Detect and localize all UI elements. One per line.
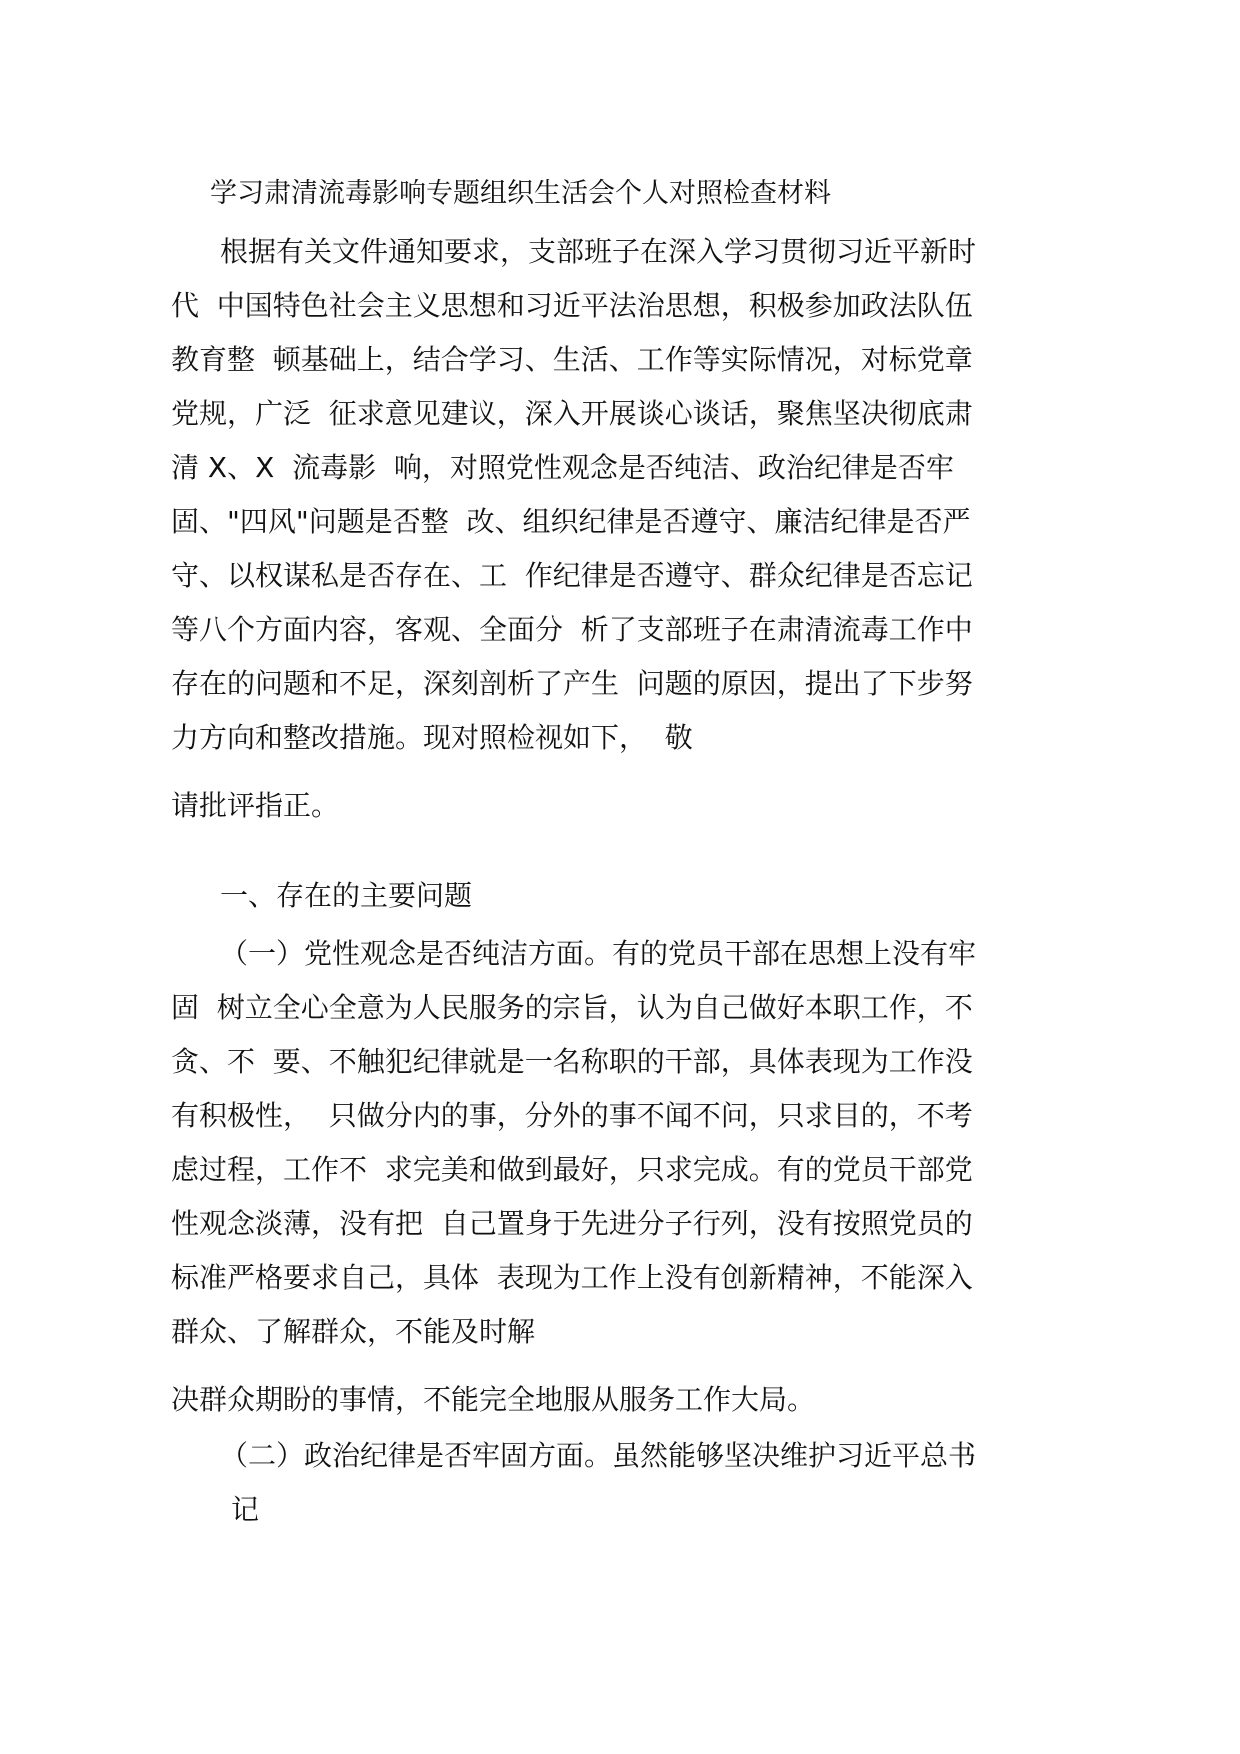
section-heading: 一、存在的主要问题 <box>220 879 473 912</box>
item1-line: 固 树立全心全意为人民服务的宗旨，认为自己做好本职工作，不 <box>171 991 973 1024</box>
intro-end-line: 请批评指正。 <box>171 789 340 822</box>
intro-line: 守、以权谋私是否存在、工 作纪律是否遵守、群众纪律是否忘记 <box>171 559 973 592</box>
item1-line: 虑过程，工作不 求完美和做到最好，只求完成。有的党员干部党 <box>171 1153 973 1186</box>
item1-line: 群众、了解群众，不能及时解 <box>171 1315 536 1348</box>
item1-line: 性观念淡薄，没有把 自己置身于先进分子行列，没有按照党员的 <box>171 1207 973 1240</box>
item2-line: （二）政治纪律是否牢固方面。虽然能够坚决维护习近平总书 <box>220 1439 977 1472</box>
item1-line: 贪、不 要、不触犯纪律就是一名称职的干部，具体表现为工作没 <box>171 1045 973 1078</box>
intro-line: 固、"四风"问题是否整 改、组织纪律是否遵守、廉洁纪律是否严 <box>171 505 971 538</box>
document-title: 学习肃清流毒影响专题组织生活会个人对照检查材料 <box>210 178 831 209</box>
item1-line: （一）党性观念是否纯洁方面。有的党员干部在思想上没有牢 <box>220 937 977 970</box>
item1-end-line: 决群众期盼的事情，不能完全地服从服务工作大局。 <box>171 1383 816 1416</box>
intro-line: 等八个方面内容，客观、全面分 析了支部班子在肃清流毒工作中 <box>171 613 973 646</box>
intro-line: 清 X、X 流毒影 响，对照党性观念是否纯洁、政治纪律是否牢 <box>171 451 954 484</box>
intro-line: 根据有关文件通知要求，支部班子在深入学习贯彻习近平新时 <box>220 235 977 268</box>
item2-line: 记 <box>231 1493 260 1526</box>
item1-line: 有积极性， 只做分内的事，分外的事不闻不问，只求目的，不考 <box>171 1099 973 1132</box>
intro-line: 代 中国特色社会主义思想和习近平法治思想，积极参加政法队伍 <box>171 289 973 322</box>
item1-line: 标准严格要求自己，具体 表现为工作上没有创新精神，不能深入 <box>171 1261 973 1294</box>
intro-line: 力方向和整改措施。现对照检视如下， 敬 <box>171 721 693 754</box>
intro-line: 存在的问题和不足，深刻剖析了产生 问题的原因，提出了下步努 <box>171 667 973 700</box>
intro-line: 党规，广泛 征求意见建议，深入开展谈心谈话，聚焦坚决彻底肃 <box>171 397 973 430</box>
intro-line: 教育整 顿基础上，结合学习、生活、工作等实际情况，对标党章 <box>171 343 973 376</box>
